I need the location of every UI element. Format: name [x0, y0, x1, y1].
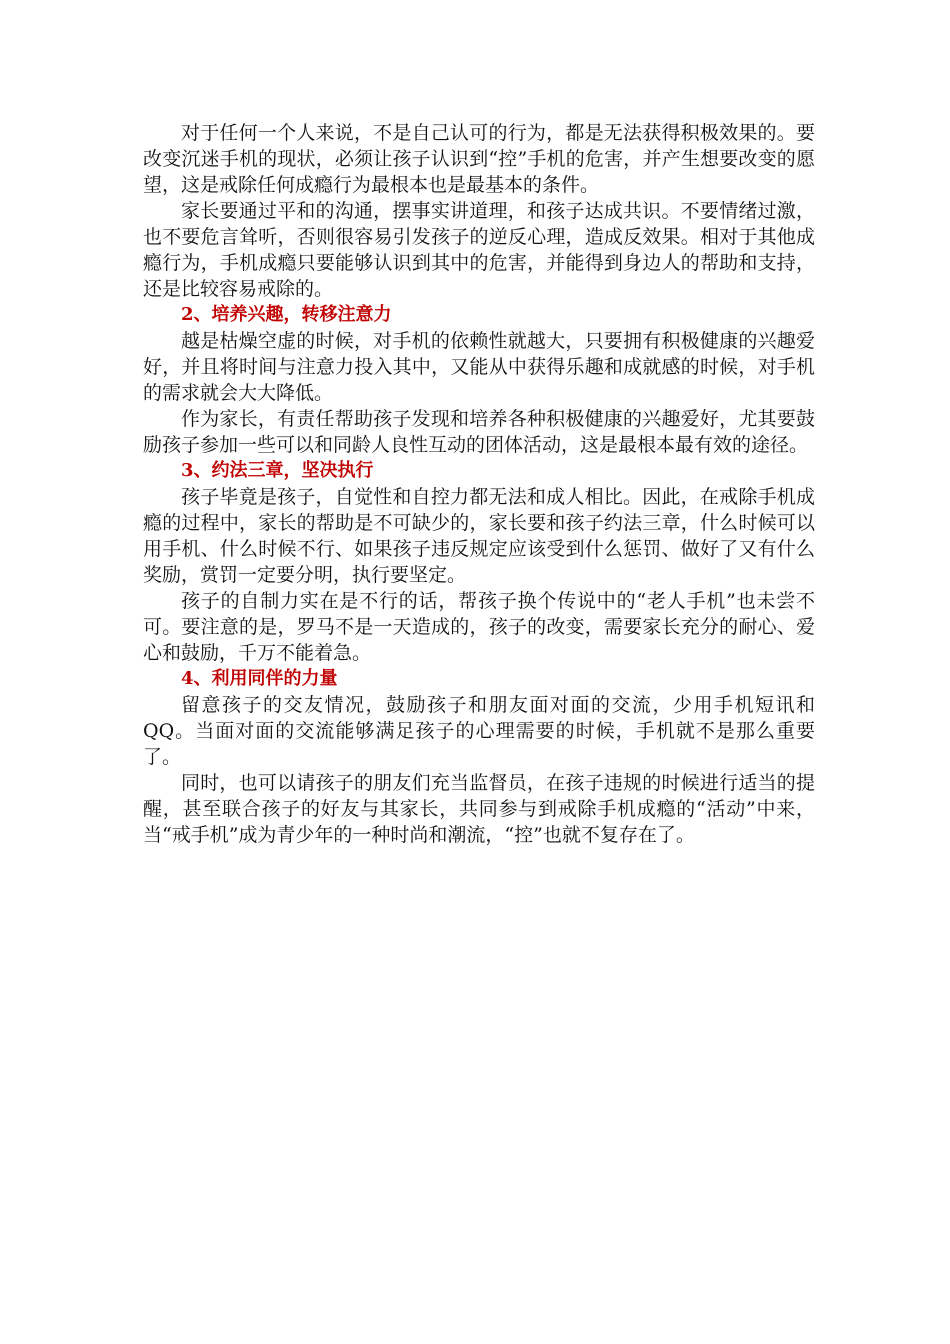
section-heading: 2、培养兴趣，转移注意力: [181, 304, 392, 325]
paragraph: 家长要通过平和的沟通，摆事实讲道理，和孩子达成共识。不要情绪过激，也不要危言耸听，否则很容易引发孩子的逆反心理，造成反效果。相对于其他成瘾行为，手机成瘾只要能够认识到其中的危害，并能得到身边人的帮助和支持，还是比较容易戒除的。: [143, 200, 815, 300]
paragraph: 作为家长，有责任帮助孩子发现和培养各种积极健康的兴趣爱好，尤其要鼓励孩子参加一些可以和同龄人良性互动的团体活动，这是最根本最有效的途径。: [143, 408, 815, 456]
section-heading: 3、约法三章，坚决执行: [181, 460, 374, 481]
section-heading: 4、利用同伴的力量: [181, 668, 338, 689]
paragraph: 孩子的自制力实在是不行的话，帮孩子换个传说中的“老人手机”也未尝不可。要注意的是，罗马不是一天造成的，孩子的改变，需要家长充分的耐心、爱心和鼓励，千万不能着急。: [143, 590, 815, 664]
document-body: [143, 120, 815, 848]
paragraph: 同时，也可以请孩子的朋友们充当监督员，在孩子违规的时候进行适当的提醒，甚至联合孩子的好友与其家长，共同参与到戒除手机成瘾的“活动”中来，当“戒手机”成为青少年的一种时尚和潮流，“控”也就不复存在了。: [143, 772, 815, 846]
paragraph: 对于任何一个人来说，不是自己认可的行为，都是无法获得积极效果的。要改变沉迷手机的现状，必须让孩子认识到“控”手机的危害，并产生想要改变的愿望，这是戒除任何成瘾行为最根本也是最基本的条件。: [143, 122, 815, 196]
paragraph: 孩子毕竟是孩子，自觉性和自控力都无法和成人相比。因此，在戒除手机成瘾的过程中，家长的帮助是不可缺少的，家长要和孩子约法三章，什么时候可以用手机、什么时候不行、如果孩子违反规定应该受到什么惩罚、做好了又有什么奖励，赏罚一定要分明，执行要坚定。: [143, 486, 815, 586]
paragraph: 越是枯燥空虚的时候，对手机的依赖性就越大，只要拥有积极健康的兴趣爱好，并且将时间与注意力投入其中，又能从中获得乐趣和成就感的时候，对手机的需求就会大大降低。: [143, 330, 815, 404]
paragraph: 留意孩子的交友情况，鼓励孩子和朋友面对面的交流，少用手机短讯和QQ。当面对面的交流能够满足孩子的心理需要的时候，手机就不是那么重要了。: [143, 694, 815, 768]
